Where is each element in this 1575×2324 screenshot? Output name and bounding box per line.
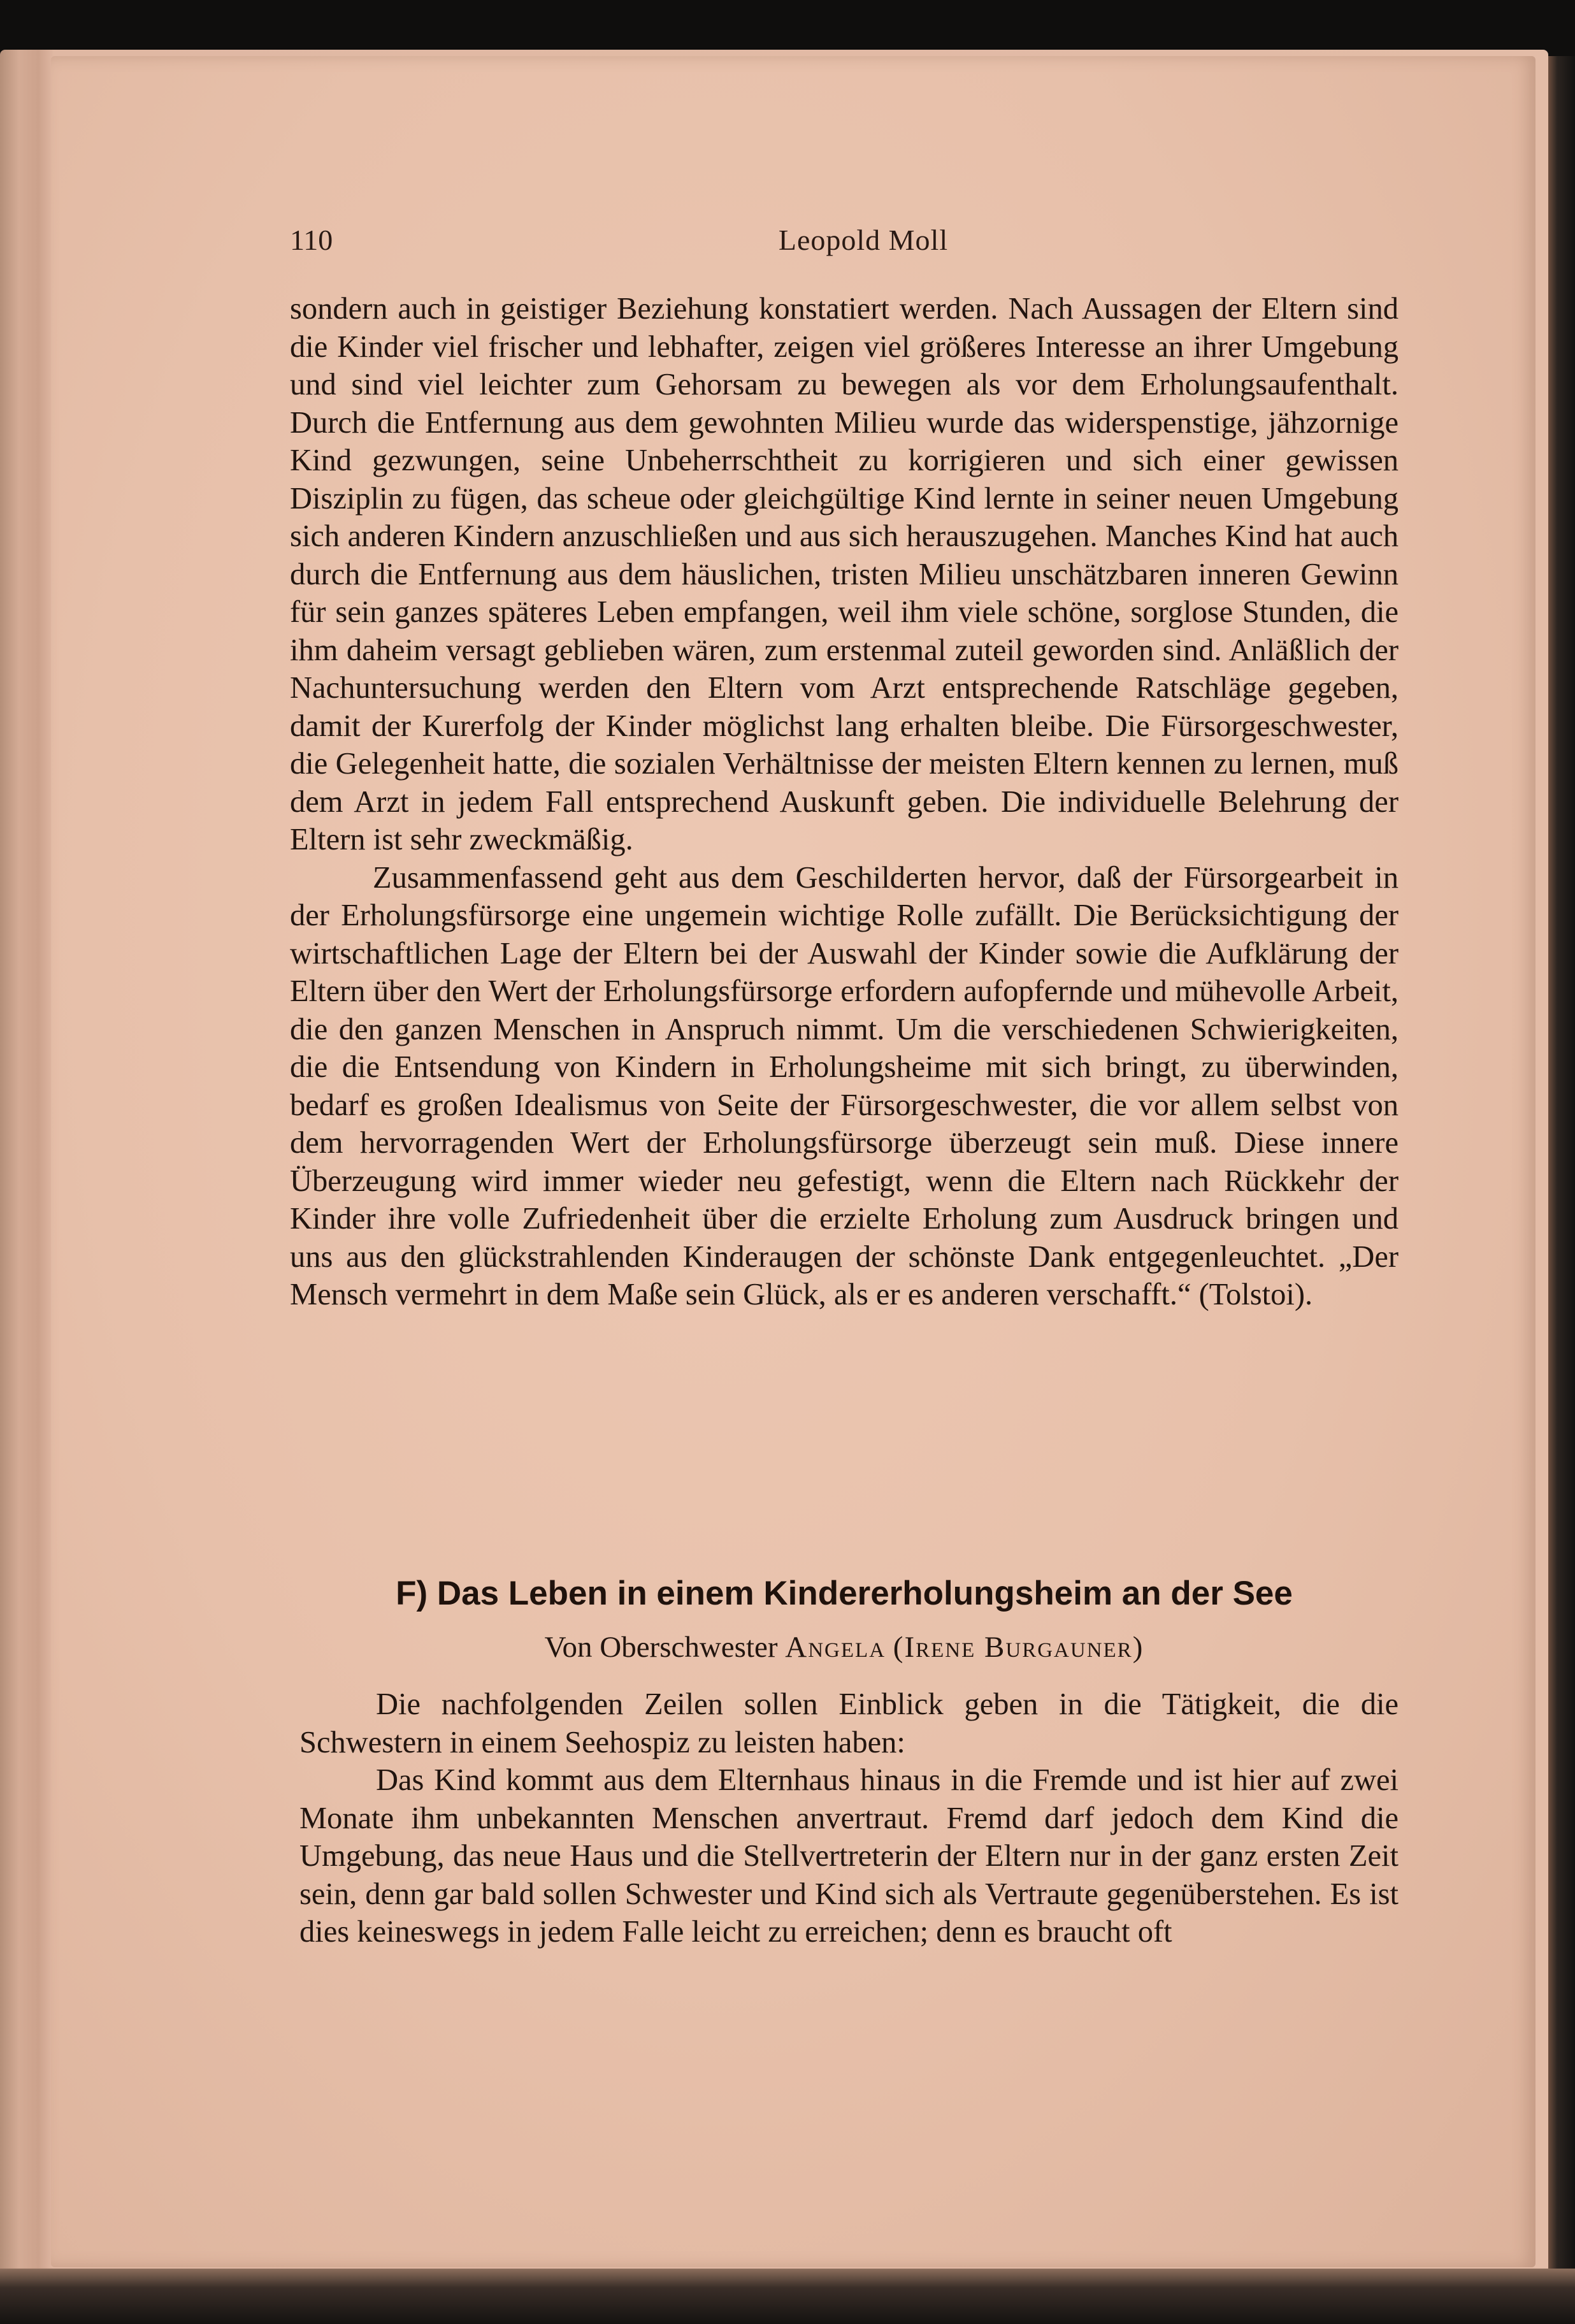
running-head: Leopold Moll <box>778 224 949 256</box>
byline-prefix: Von Oberschwester <box>544 1631 778 1664</box>
scan-background-top <box>0 0 1575 56</box>
section-text <box>299 1685 1399 1951</box>
byline-author-name: Angela <box>785 1631 886 1664</box>
page-number: 110 <box>290 224 333 256</box>
main-text <box>290 290 1399 1314</box>
binding-shadow <box>1548 56 1575 2324</box>
section-heading: F) Das Leben in einem Kindererholungsheim an der See <box>396 1575 1293 1612</box>
section-byline <box>290 1630 1399 1664</box>
byline-author-civil-name: (Irene Burgauner) <box>893 1631 1144 1664</box>
paragraph-summary: Zusammenfassend geht aus dem Geschilderten hervor, daß der Fürsorgearbeit in der Erholungsfürsorge eine ungemein wichtige Rolle zufällt. Die Berücksichtigung der wirtschaftlichen Lage der Eltern bei der Auswahl der Kinder sowie die Aufklärung der Eltern über den Wert der Erholungsfürsorge erfordern aufopfernde und mühevolle Arbeit, die den ganzen Menschen in Anspruch nimmt. Um die verschiedenen Schwierigkeiten, die die Entsendung von Kindern in Erholungsheime mit sich bringt, zu überwinden, bedarf es großen Idealismus von Seite der Fürsorgeschwester, die vor allem selbst von dem hervorragenden Wert der Erholungsfürsorge überzeugt sein muß. Diese innere Überzeugung wird immer wieder neu gefestigt, wenn die Eltern nach Rückkehr der Kinder ihre volle Zufriedenheit über die erzielte Erholung zum Ausdruck bringen und uns aus den glückstrahlenden Kinderaugen der schönste Dank entgegenleuchtet. „Der Mensch vermehrt in dem Maße sein Glück, als er es anderen verschafft.“ (Tolstoi). <box>290 860 1399 1311</box>
scan-background-bottom <box>0 2269 1575 2324</box>
paragraph-continued: sondern auch in geistiger Beziehung konstatiert werden. Nach Aussagen der Eltern sind die Kinder viel frischer und lebhafter, zeigen viel größeres Interesse an ihrer Umgebung und sind viel leichter zum Gehorsam zu bewegen als vor dem Erholungsaufenthalt. Durch die Entfernung aus dem gewohnten Milieu wurde das widerspenstige, jähzornige Kind gezwungen, seine Unbeherrschtheit zu korrigieren und sich einer gewissen Disziplin zu fügen, das scheue oder gleichgültige Kind lernte in seiner neuen Umgebung sich anderen Kindern anzuschließen und aus sich herauszugehen. Manches Kind hat auch durch die Entfernung aus dem häuslichen, tristen Milieu unschätzbaren inneren Gewinn für sein ganzes späteres Leben empfangen, weil ihm viele schöne, sorglose Stunden, die ihm daheim versagt geblieben wären, zum erstenmal zuteil geworden sind. Anläßlich der Nachuntersuchung werden den Eltern vom Arzt entsprechende Ratschläge gegeben, damit der Kurerfolg der Kinder möglichst lang erhalten bleibe. Die Fürsorgeschwester, die Gelegenheit hatte, die sozialen Verhältnisse der meisten Eltern kennen zu lernen, muß dem Arzt in jedem Fall entsprechend Auskunft geben. Die individuelle Belehrung der Eltern ist sehr zweckmäßig. <box>290 292 1399 856</box>
page-header <box>290 223 1399 268</box>
section-paragraph-child: Das Kind kommt aus dem Elternhaus hinaus in die Fremde und ist hier auf zwei Monate ihm unbekannten Menschen anvertraut. Fremd darf jedoch dem Kind die Umgebung, das neue Haus und die Stellvertreterin der Eltern nur in der ganz ersten Zeit sein, denn gar bald sollen Schwester und Kind sich als Vertraute gegenüberstehen. Es ist dies keineswegs in jedem Falle leicht zu erreichen; denn es braucht oft <box>299 1763 1399 1949</box>
section-paragraph-intro: Die nachfolgenden Zeilen sollen Einblick geben in die Tätigkeit, die die Schwestern in einem Seehospiz zu leisten haben: <box>299 1687 1399 1759</box>
